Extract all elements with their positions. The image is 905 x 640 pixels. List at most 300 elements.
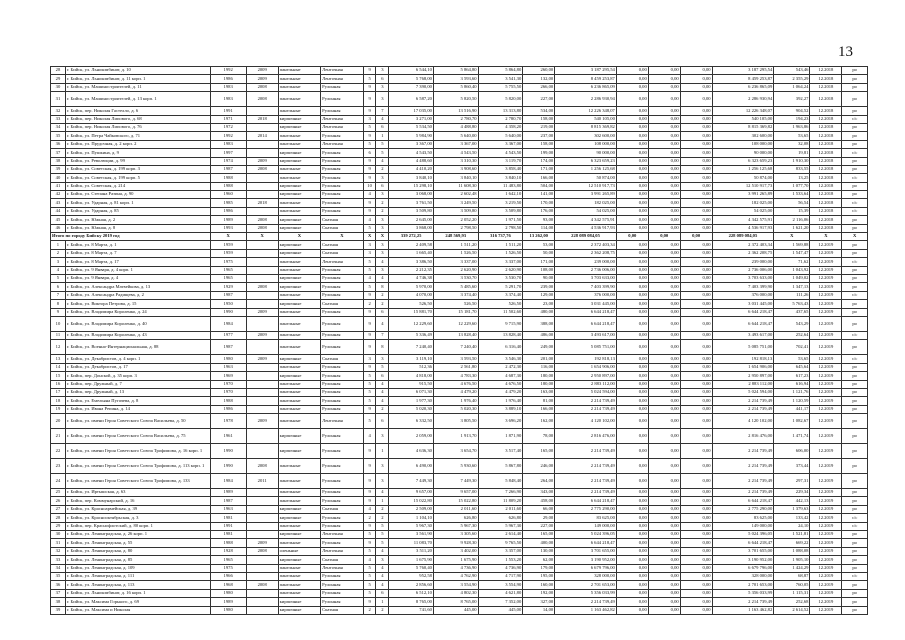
- table-cell: 645,64: [774, 363, 810, 371]
- table-cell: 702,41: [774, 340, 810, 355]
- table-cell: 158,00: [523, 115, 555, 123]
- table-cell: 626,80: [433, 514, 478, 522]
- page-number: 13: [838, 44, 853, 60]
- table-cell: 2009: [246, 414, 278, 429]
- table-cell: [246, 589, 278, 597]
- table-cell: 15 881,70: [389, 308, 434, 316]
- table-cell: 5 024 396,05: [712, 531, 774, 539]
- table-cell: 0,00: [648, 414, 680, 429]
- table-cell: 12.2019: [810, 444, 842, 459]
- table-cell: 12.2018: [810, 157, 842, 165]
- table-cell: 1 913,70: [433, 429, 478, 444]
- table-cell: [246, 429, 278, 444]
- table-cell: 0,00: [680, 67, 712, 75]
- table-cell: 81,00: [523, 397, 555, 405]
- table-cell: 2: [376, 207, 389, 215]
- table-cell: 0,00: [680, 174, 712, 182]
- table-cell: 6 679 796,00: [555, 564, 617, 572]
- table-cell: 5: [363, 283, 376, 291]
- table-cell: ро: [842, 606, 868, 614]
- table-cell: 5 760,40: [389, 564, 434, 572]
- table-row: [51, 182, 868, 190]
- table-cell: 3 310,30: [433, 157, 478, 165]
- table-cell: 3 554,90: [478, 581, 523, 589]
- table-cell: 12.2019: [810, 363, 842, 371]
- table-cell: Рулонная: [321, 283, 364, 291]
- table-cell: 0,00: [616, 149, 648, 157]
- table-row: [51, 75, 868, 83]
- table-cell: кирпичные: [278, 241, 321, 249]
- table-cell: Рулонная: [321, 207, 364, 215]
- table-row: [51, 92, 868, 107]
- table-cell: 3 908,60: [433, 165, 478, 173]
- table-cell: 0,00: [680, 355, 712, 363]
- table-cell: ро: [842, 92, 868, 107]
- table-cell: 1971: [210, 115, 246, 123]
- table-cell: 108 000,00: [555, 140, 617, 148]
- table-cell: 5 848,40: [478, 474, 523, 489]
- table-cell: 1965: [210, 274, 246, 282]
- table-cell: 4: [363, 429, 376, 444]
- table-cell: [246, 174, 278, 182]
- table-cell: 4: [363, 274, 376, 282]
- table-cell: 13 516,90: [433, 107, 478, 115]
- table-row: [51, 258, 868, 266]
- table-cell: 5 967,30: [389, 522, 434, 530]
- table-cell: 12.2019: [810, 291, 842, 299]
- table-cell: 0,00: [616, 107, 648, 115]
- table-cell: г. Бийск, ул. имени Героя Советского Союза Васильева, д. 75: [65, 429, 210, 444]
- table-cell: 3: [376, 191, 389, 199]
- table-cell: 199,00: [523, 149, 555, 157]
- table-cell: г. Бийск, ул. Владимира Короленко, д. 40: [65, 316, 210, 331]
- table-cell: 0,00: [648, 216, 680, 224]
- table-cell: с/с: [842, 572, 868, 580]
- table-cell: 1992: [210, 132, 246, 140]
- table-cell: панельные: [278, 132, 321, 140]
- table-cell: 1985: [210, 199, 246, 207]
- table-cell: 0,00: [648, 429, 680, 444]
- table-cell: 2008: [246, 224, 278, 232]
- table-cell: 543,46: [774, 67, 810, 75]
- table-cell: 249,00: [523, 340, 555, 355]
- table-cell: Рулонная: [321, 363, 364, 371]
- table-cell: 0,00: [648, 249, 680, 257]
- table-cell: панельные: [278, 67, 321, 75]
- table-cell: 4: [376, 572, 389, 580]
- table-cell: 1 976,40: [433, 397, 478, 405]
- table-cell: 0,00: [680, 92, 712, 107]
- table-cell: 7 240,40: [433, 340, 478, 355]
- table-cell: 0,00: [616, 316, 648, 331]
- table-cell: ро: [842, 372, 868, 380]
- total-cell: 0,00: [680, 233, 712, 241]
- table-cell: Скатная: [321, 300, 364, 308]
- table-cell: 38: [51, 157, 66, 165]
- table-cell: 252,64: [774, 331, 810, 339]
- table-cell: г. Бийск, ул. Ленинградская, д. 111: [65, 572, 210, 580]
- table-cell: 0,00: [648, 522, 680, 530]
- table-cell: 526,50: [389, 300, 434, 308]
- table-cell: 3: [363, 241, 376, 249]
- table-cell: 2 214 739,49: [555, 489, 617, 497]
- table-cell: 2 798,50: [433, 224, 478, 232]
- table-cell: 4: [376, 258, 389, 266]
- table-row: [51, 429, 868, 444]
- table-cell: 12.2019: [810, 300, 842, 308]
- table-cell: ро: [842, 497, 868, 505]
- table-cell: 5: [376, 149, 389, 157]
- table-cell: 5: [363, 581, 376, 589]
- table-cell: [246, 340, 278, 355]
- table-cell: 5: [363, 564, 376, 572]
- table-cell: 28: [51, 67, 66, 75]
- table-cell: 0,00: [680, 140, 712, 148]
- table-cell: 90 000,00: [555, 149, 617, 157]
- table-cell: 9: [363, 474, 376, 489]
- table-cell: 2 736 006,00: [555, 266, 617, 274]
- table-cell: 14,00: [523, 606, 555, 614]
- table-cell: г. Бийск, ул. имени Героя Советского Союза Васильева, д. 50: [65, 414, 210, 429]
- table-cell: 12.2019: [810, 572, 842, 580]
- table-cell: 2008: [246, 165, 278, 173]
- table-cell: 246,00: [523, 459, 555, 474]
- table-cell: 0,00: [680, 132, 712, 140]
- table-cell: 5: [363, 266, 376, 274]
- table-cell: 12.2019: [810, 380, 842, 388]
- table-cell: 0,00: [648, 340, 680, 355]
- table-cell: 1977: [210, 331, 246, 339]
- table-cell: [246, 556, 278, 564]
- table-cell: 9: [363, 291, 376, 299]
- table-cell: 0,00: [680, 283, 712, 291]
- total-cell: Х: [810, 233, 842, 241]
- table-cell: 0,00: [648, 380, 680, 388]
- table-cell: 6 644 218,47: [712, 316, 774, 331]
- table-cell: 32: [51, 547, 66, 555]
- table-cell: г. Бийск, ул. Льнокомбинат, д. 11 корп. 1: [65, 75, 210, 83]
- table-cell: г. Бийск, ул. имени Героя Советского Союза Трофимова, д. 133: [65, 474, 210, 489]
- table-cell: 12.2019: [810, 514, 842, 522]
- table-cell: 0,00: [680, 606, 712, 614]
- table-cell: 21: [51, 429, 66, 444]
- table-cell: 5: [363, 75, 376, 83]
- table-cell: г. Бийск, ул. Ленинградская, д. 80: [65, 547, 210, 555]
- table-cell: 3 357,00: [478, 547, 523, 555]
- table-cell: Ленточная: [321, 140, 364, 148]
- table-cell: 5 485,60: [433, 283, 478, 291]
- table-cell: 0,00: [648, 224, 680, 232]
- table-cell: 0,00: [680, 572, 712, 580]
- table-cell: кирпичные: [278, 123, 321, 131]
- table-cell: 5: [376, 140, 389, 148]
- table-cell: 68,87: [774, 572, 810, 580]
- table-cell: 0,00: [680, 249, 712, 257]
- table-cell: 0,00: [616, 598, 648, 606]
- table-cell: 12.2018: [810, 75, 842, 83]
- table-cell: 1 163 462,82: [712, 606, 774, 614]
- table-cell: 0,00: [648, 123, 680, 131]
- table-cell: 392,27: [774, 92, 810, 107]
- table-cell: 4: [363, 505, 376, 513]
- table-cell: г. Бийск, пер. Николая Липового, д. 68: [65, 115, 210, 123]
- table-cell: г. Бийск, пер. Краснофлотский, д. 80 корп. 1: [65, 522, 210, 530]
- table-cell: 1993: [210, 224, 246, 232]
- table-cell: панельные: [278, 397, 321, 405]
- table-cell: [246, 123, 278, 131]
- table-cell: 0,00: [680, 547, 712, 555]
- table-cell: 1 120,59: [774, 397, 810, 405]
- table-cell: 34: [51, 564, 66, 572]
- table-cell: с/с: [842, 149, 868, 157]
- table-cell: ро: [842, 459, 868, 474]
- table-cell: 116,00: [523, 363, 555, 371]
- table-cell: 22: [51, 444, 66, 459]
- table-cell: г. Бийск, ул. Советская, д. 199 корп. 3: [65, 165, 210, 173]
- table-cell: 9: [363, 157, 376, 165]
- table-cell: 1974: [210, 157, 246, 165]
- table-cell: кирпичные: [278, 249, 321, 257]
- table-cell: ро: [842, 414, 868, 429]
- table-cell: [246, 316, 278, 331]
- table-cell: 2009: [246, 331, 278, 339]
- table-cell: 239,00: [523, 283, 555, 291]
- table-cell: 0,00: [680, 444, 712, 459]
- table-cell: 13 828,40: [478, 331, 523, 339]
- total-cell: 228 089 084,05: [712, 233, 774, 241]
- table-cell: 3 593,50: [433, 355, 478, 363]
- table-cell: 1988: [210, 397, 246, 405]
- table-cell: 50,00: [523, 249, 555, 257]
- table-cell: 12.2019: [810, 564, 842, 572]
- table-cell: 617,23: [774, 372, 810, 380]
- table-cell: 35: [51, 132, 66, 140]
- table-cell: 9: [363, 83, 376, 91]
- table-cell: 0,00: [680, 316, 712, 331]
- table-cell: 376 000,00: [712, 291, 774, 299]
- table-cell: 1989: [210, 598, 246, 606]
- table-cell: 3 561,90: [389, 531, 434, 539]
- table-cell: 4 636,30: [389, 444, 434, 459]
- table-cell: 29: [51, 522, 66, 530]
- table-cell: 12.2018: [810, 115, 842, 123]
- table-row: [51, 572, 868, 580]
- table-cell: 12.2019: [810, 316, 842, 331]
- table-cell: 1 971,50: [478, 216, 523, 224]
- table-cell: кирпичные: [278, 429, 321, 444]
- table-row: [51, 132, 868, 140]
- table-cell: Рулонная: [321, 316, 364, 331]
- table-cell: 0,00: [680, 522, 712, 530]
- table-cell: [246, 266, 278, 274]
- table-cell: [246, 489, 278, 497]
- table-cell: 540 105,00: [712, 115, 774, 123]
- table-cell: 0,00: [680, 207, 712, 215]
- table-cell: 11 608,30: [433, 182, 478, 190]
- table-cell: г. Бийск, пер. Николая Гастелло, д. 6: [65, 107, 210, 115]
- total-cell: Х: [246, 233, 278, 241]
- table-cell: 373,44: [774, 459, 810, 474]
- table-cell: [246, 363, 278, 371]
- table-cell: 3 031 445,00: [712, 300, 774, 308]
- table-row: [51, 140, 868, 148]
- table-cell: 5: [363, 380, 376, 388]
- table-cell: 0,00: [648, 274, 680, 282]
- table-cell: панельные: [278, 363, 321, 371]
- table-cell: г. Бийск, ул. 8 Марта, д. 7: [65, 249, 210, 257]
- table-cell: 4: [376, 115, 389, 123]
- table-cell: 0,00: [648, 174, 680, 182]
- table-cell: 0,00: [680, 556, 712, 564]
- table-cell: 4 746,38: [389, 274, 434, 282]
- table-cell: ро: [842, 474, 868, 489]
- table-cell: 50 874,00: [555, 174, 617, 182]
- table-cell: 1980: [210, 589, 246, 597]
- table-cell: 5 930,60: [433, 459, 478, 474]
- table-cell: 3 374,40: [478, 291, 523, 299]
- table-cell: 5: [363, 589, 376, 597]
- table-cell: 741,60: [389, 606, 434, 614]
- table-cell: 297,31: [774, 474, 810, 489]
- table-cell: 0,00: [616, 581, 648, 589]
- table-cell: с/с: [842, 522, 868, 530]
- table-cell: 1 347,13: [774, 283, 810, 291]
- table-cell: 2 011,60: [478, 505, 523, 513]
- table-cell: 2 620,90: [478, 266, 523, 274]
- table-cell: 0,00: [616, 224, 648, 232]
- table-cell: ро: [842, 388, 868, 396]
- table-cell: 13 313,80: [478, 107, 523, 115]
- table-cell: 1 963,86: [774, 123, 810, 131]
- table-cell: 1: [376, 598, 389, 606]
- table-cell: 171,00: [523, 258, 555, 266]
- table-cell: 4 802,30: [433, 589, 478, 597]
- table-cell: 162,00: [523, 414, 555, 429]
- table-cell: 669,22: [774, 539, 810, 547]
- table-cell: 1970: [210, 388, 246, 396]
- table-cell: 46: [51, 224, 66, 232]
- table-cell: панельные: [278, 165, 321, 173]
- table-cell: 43: [51, 199, 66, 207]
- table-cell: Рулонная: [321, 165, 364, 173]
- table-cell: 170,00: [523, 199, 555, 207]
- table-cell: 760,05: [774, 581, 810, 589]
- table-cell: 4 818,00: [389, 372, 434, 380]
- table-cell: 0,00: [648, 199, 680, 207]
- table-cell: 3: [376, 355, 389, 363]
- table-cell: 1: [376, 444, 389, 459]
- table-cell: [246, 207, 278, 215]
- table-cell: 0,00: [680, 531, 712, 539]
- table-cell: 2 214 739,49: [555, 474, 617, 489]
- table-cell: 4 543,50: [389, 149, 434, 157]
- table-cell: 0,00: [648, 355, 680, 363]
- table-cell: 1970: [210, 380, 246, 388]
- table-cell: 9: [363, 444, 376, 459]
- table-cell: 3 031 445,00: [555, 300, 617, 308]
- table-cell: 4: [376, 547, 389, 555]
- table-cell: панельные: [278, 340, 321, 355]
- table-cell: 0,00: [648, 283, 680, 291]
- table-cell: 0,00: [648, 489, 680, 497]
- table-cell: 12.2018: [810, 224, 842, 232]
- table-cell: [246, 182, 278, 190]
- table-cell: кирпичные: [278, 355, 321, 363]
- total-row: [51, 233, 868, 241]
- table-cell: 9: [363, 67, 376, 75]
- table-cell: [246, 405, 278, 413]
- table-cell: 6 544,10: [389, 67, 434, 75]
- table-cell: 0,00: [680, 514, 712, 522]
- table-cell: 0,00: [616, 266, 648, 274]
- table-cell: 3 509,80: [478, 207, 523, 215]
- table-row: [51, 123, 868, 131]
- table-cell: 12 226 348,07: [555, 107, 617, 115]
- table-cell: 15 022,80: [433, 497, 478, 505]
- table-cell: 3 367,00: [389, 140, 434, 148]
- table-cell: 0,00: [680, 216, 712, 224]
- table-cell: 10: [51, 316, 66, 331]
- table-cell: 0,00: [616, 283, 648, 291]
- table-cell: 0,00: [616, 572, 648, 580]
- table-cell: панельные: [278, 83, 321, 91]
- table-cell: ро: [842, 224, 868, 232]
- table-cell: 12.2019: [810, 355, 842, 363]
- table-cell: 12.2019: [810, 522, 842, 530]
- table-cell: 12.2019: [810, 429, 842, 444]
- table-cell: ро: [842, 266, 868, 274]
- table-cell: 2009: [246, 308, 278, 316]
- table-cell: 5 291,70: [478, 283, 523, 291]
- table-cell: 195,00: [523, 572, 555, 580]
- table-cell: 1987: [210, 165, 246, 173]
- table-cell: 30: [51, 531, 66, 539]
- table-cell: 2008: [246, 459, 278, 474]
- table-cell: 8 765,00: [433, 598, 478, 606]
- table-cell: 12.2018: [810, 174, 842, 182]
- table-cell: с/с: [842, 514, 868, 522]
- table-cell: 3: [376, 266, 389, 274]
- table-cell: 0,00: [648, 606, 680, 614]
- table-cell: [246, 191, 278, 199]
- table-row: [51, 216, 868, 224]
- table-cell: 2 816 476,00: [555, 429, 617, 444]
- table-cell: Ленточная: [321, 123, 364, 131]
- table-cell: панельные: [278, 564, 321, 572]
- table-row: [51, 308, 868, 316]
- table-cell: 192 818,13: [555, 355, 617, 363]
- table-cell: г. Бийск, ул. Пушкина, д. 9: [65, 149, 210, 157]
- table-cell: 3 493 617,00: [712, 331, 774, 339]
- table-cell: 0,00: [616, 191, 648, 199]
- table-row: [51, 474, 868, 489]
- table-cell: 2 798,50: [478, 224, 523, 232]
- total-cell: Х: [842, 233, 868, 241]
- table-cell: 480,00: [523, 308, 555, 316]
- table-cell: 6: [376, 589, 389, 597]
- table-cell: 1965: [210, 556, 246, 564]
- table-cell: ро: [842, 429, 868, 444]
- table-cell: 31: [51, 92, 66, 107]
- table-row: [51, 372, 868, 380]
- table-cell: ро: [842, 589, 868, 597]
- table-cell: панельные: [278, 308, 321, 316]
- table-cell: 1 082,67: [774, 414, 810, 429]
- table-cell: 12.2018: [810, 207, 842, 215]
- table-cell: ро: [842, 132, 868, 140]
- table-cell: 24: [51, 474, 66, 489]
- table-cell: 1: [376, 132, 389, 140]
